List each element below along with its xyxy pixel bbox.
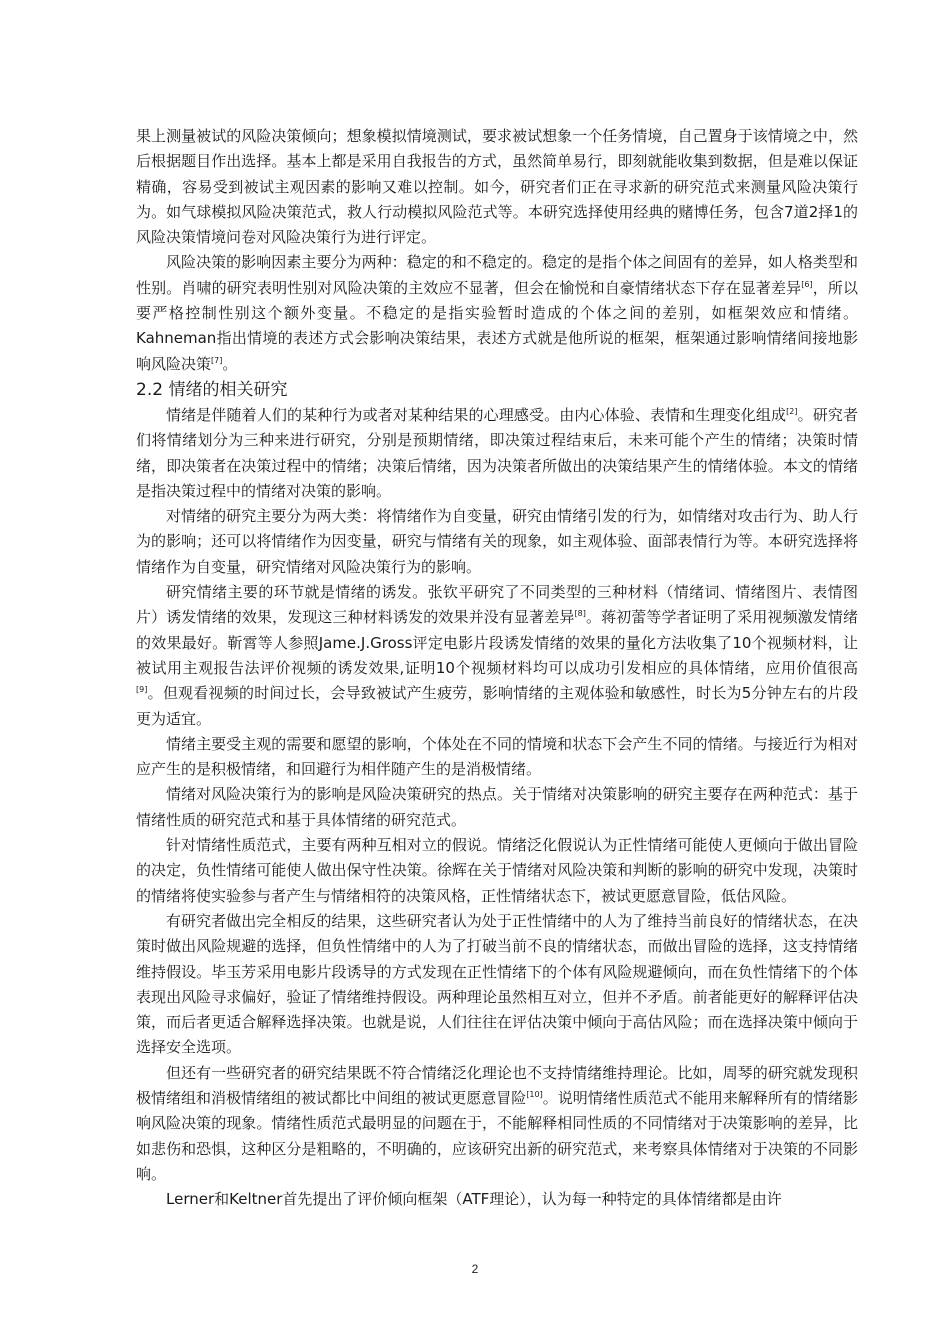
body-text [136,124,858,1212]
citation: [10] [526,1089,543,1099]
paragraph: 有研究者做出完全相反的结果，这些研究者认为处于正性情绪中的人为了维持当前良好的情绪状态，在决策时做出风险规避的选择，但负性情绪中的人为了打破当前不良的情绪状态，而做出冒险的选择，这支持情绪维持假设。毕玉芳采用电影片段诱导的方式发现在正性情绪下的个体有风险规避倾向，而在负性情绪下的个体表现出风险寻求偏好，验证了情绪维持假设。两种理论虽然相互对立，但并不矛盾。前者能更好的解释评估决策，而后者更适合解释选择决策。也就是说，人们往往在评估决策中倾向于高估风险；而在选择决策中倾向于选择安全选项。 [136,911,858,1057]
citation: [9] [136,685,148,695]
paragraph: 风险决策的影响因素主要分为两种：稳定的和不稳定的。稳定的是指个体之间固有的差异，如人格类型和性别。肖啸的研究表明性别对风险决策的主效应不显著，但会在愉悦和自豪情绪状态下存在显著差异[6]，所以要严格控制性别这个额外变量。不稳定的是指实验暂时造成的个体之间的差别，如框架效应和情绪。Kahneman指出情境的表述方式会影响决策结果，表述方式就是他所说的框架，框架通过影响情绪间接地影响风险决策[7]。 [136,253,858,373]
citation: [2] [786,406,798,416]
paragraph: 情绪是伴随着人们的某种行为或者对某种结果的心理感受。由内心体验、表情和生理变化组成[2]。研究者们将情绪划分为三种来进行研究，分别是预期情绪，即决策过程结束后，未来可能个产生的情绪；决策时情绪，即决策者在决策过程中的情绪；决策后情绪，因为决策者所做出的决策结果产生的情绪体验。本文的情绪是指决策过程中的情绪对决策的影响。 [136,405,858,500]
paragraph: 但还有一些研究者的研究结果既不符合情绪泛化理论也不支持情绪维持理论。比如，周琴的研究就发现积极情绪组和消极情绪组的被试都比中间组的被试更愿意冒险[10]。说明情绪性质范式不能用来解释所有的情绪影响风险决策的现象。情绪性质范式最明显的问题在于，不能解释相同性质的不同情绪对于决策影响的差异，比如悲伤和恐惧，这种区分是粗略的，不明确的，应该研究出新的研究范式，来考察具体情绪对于决策的不同影响。 [136,1063,858,1183]
citation: [8] [574,609,586,619]
paragraph: Lerner和Keltner首先提出了评价倾向框架（ATF理论），认为每一种特定的具体情绪都是由许 [166,1190,782,1209]
page-number: 2 [471,1262,479,1276]
paragraph: 研究情绪主要的环节就是情绪的诱发。张钦平研究了不同类型的三种材料（情绪词、情绪图片、表情图片）诱发情绪的效果，发现这三种材料诱发的效果并没有显著差异[8]。蒋初蕾等学者证明了采用视频激发情绪的效果最好。靳霄等人参照Jame.J.Gross评定电影片段诱发情绪的效果的量化方法收集了10个视频材料，让被试用主观报告法评价视频的诱发效果,证明10个视频材料均可以成功引发相应的具体情绪，应用价值很高[9]。但观看视频的时间过长，会导致被试产生疲劳，影响情绪的主观体验和敏感性，时长为5分钟左右的片段更为适宜。 [136,583,858,728]
citation: [7] [211,355,223,365]
citation: [6] [801,279,813,289]
paragraph: 针对情绪性质范式，主要有两种互相对立的假说。情绪泛化假说认为正性情绪可能使人更倾向于做出冒险的决定，负性情绪可能使人做出保守性决策。徐辉在关于情绪对风险决策和判断的影响的研究中发现，决策时的情绪将使实验参与者产生与情绪相符的决策风格，正性情绪状态下，被试更愿意冒险，低估风险。 [136,836,858,905]
paragraph: 情绪对风险决策行为的影响是风险决策研究的热点。关于情绪对决策影响的研究主要存在两种范式：基于情绪性质的研究范式和基于具体情绪的研究范式。 [136,785,858,829]
paragraph: 对情绪的研究主要分为两大类：将情绪作为自变量，研究由情绪引发的行为，如情绪对攻击行为、助人行为的影响；还可以将情绪作为因变量，研究与情绪有关的现象，如主观体验、面部表情行为等。本研究选择将情绪作为自变量，研究情绪对风险决策行为的影响。 [136,507,858,576]
paragraph: 果上测量被试的风险决策倾向；想象模拟情境测试，要求被试想象一个任务情境，自己置身于该情境之中，然后根据题目作出选择。基本上都是采用自我报告的方式，虽然简单易行，即刻就能收集到数据，但是难以保证精确，容易受到被试主观因素的影响又难以控制。如今，研究者们正在寻求新的研究范式来测量风险决策行为。如气球模拟风险决策范式，救人行动模拟风险范式等。本研究选择使用经典的赌博任务，包含7道2择1的风险决策情境问卷对风险决策行为进行评定。 [136,127,858,247]
paragraph: 情绪主要受主观的需要和愿望的影响，个体处在不同的情境和状态下会产生不同的情绪。与接近行为相对应产生的是积极情绪，和回避行为相伴随产生的是消极情绪。 [136,734,858,779]
section-heading: 2.2 情绪的相关研究 [136,379,288,400]
